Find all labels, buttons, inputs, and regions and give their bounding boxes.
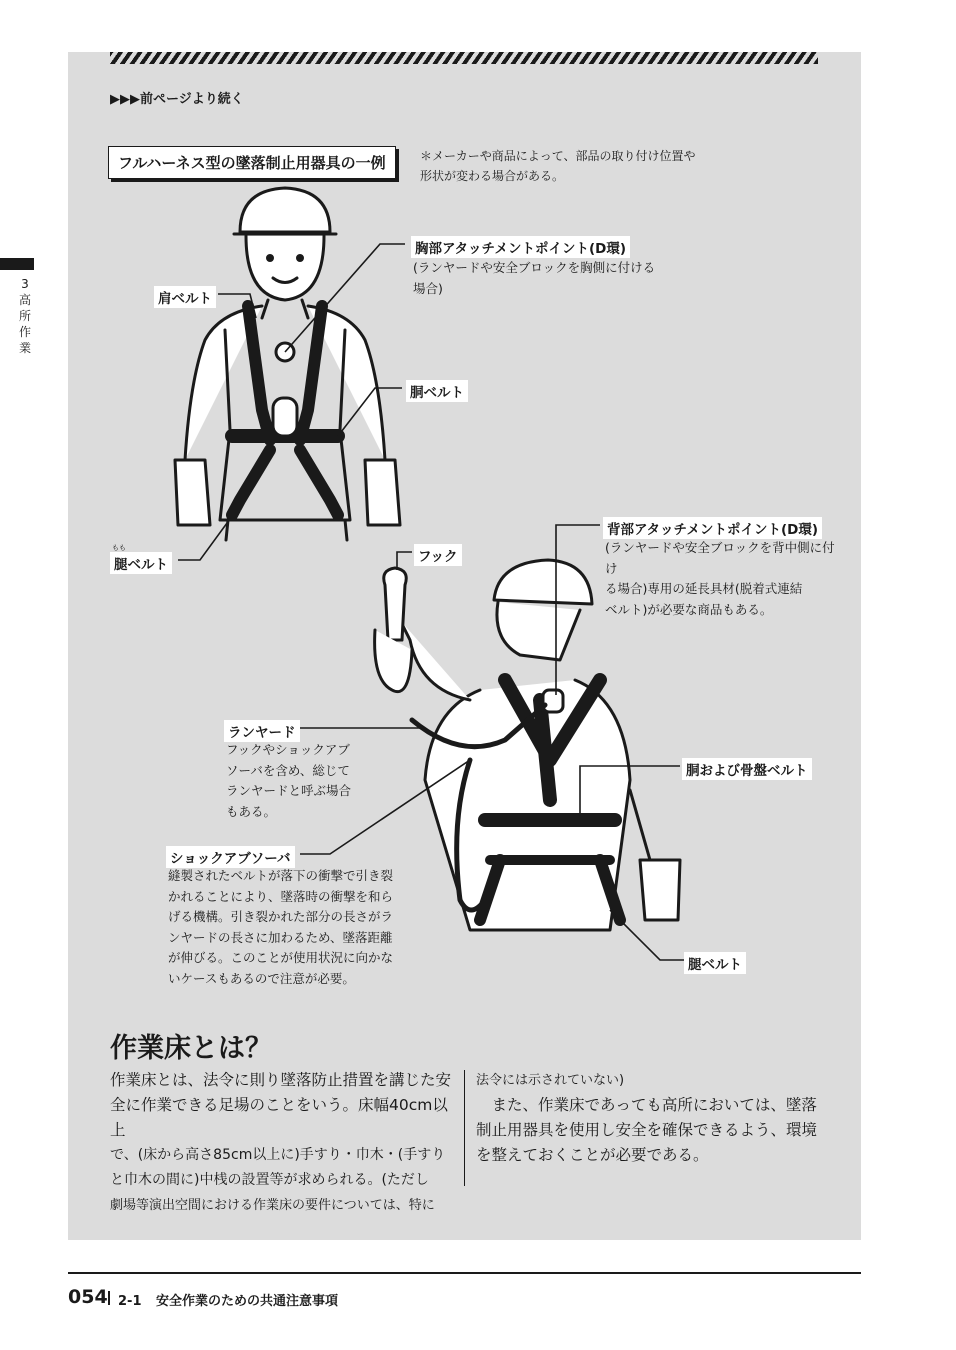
footer-rule (68, 1272, 861, 1274)
label-text: 腿ベルト (114, 557, 168, 573)
desc-line: (ランヤードや安全ブロックを胸側に付ける (413, 260, 656, 275)
desc-line: かれることにより、墜落時の衝撃を和ら (168, 888, 394, 904)
desc-line: ランヤードと呼ぶ場合 (226, 783, 352, 798)
desc-back-attachment (605, 538, 845, 620)
paragraph-line: 全に作業できる足場のことをいう。床幅40cm以上 (110, 1096, 448, 1139)
paragraph-line: 作業床とは、法令に則り墜落防止措置を講じた安 (110, 1071, 452, 1089)
desc-line: ンヤードの長さに加わるため、墜落距離 (168, 929, 393, 945)
ruby: もも (112, 544, 126, 552)
section-right-column (476, 1068, 836, 1168)
footer-title: 安全作業のための共通注意事項 (156, 1294, 339, 1309)
column-divider (464, 1070, 465, 1186)
chapter-title-char: 所 (18, 309, 31, 323)
chapter-number: 3 (21, 277, 29, 291)
desc-line: いケースもあるので注意が必要。 (168, 970, 355, 986)
continued-label: ▶▶▶前ページより続く (110, 92, 244, 107)
footer-separator (108, 1291, 110, 1305)
desc-line: ベルト)が必要な商品もある。 (605, 601, 773, 617)
label-chest-attachment: 胸部アタッチメントポイント(D環) (411, 236, 630, 258)
desc-line: (ランヤードや安全ブロックを背中側に付け (605, 540, 835, 576)
front-figure (175, 188, 400, 540)
desc-line: 場合) (413, 280, 443, 296)
figure-title: フルハーネス型の墜落制止用器具の一例 (108, 146, 396, 179)
label-shock-absorber: ショックアブソーバ (166, 846, 295, 868)
desc-shock-absorber (168, 866, 438, 989)
note-line: 形状が変わる場合がある。 (420, 169, 565, 183)
note-line: ＊メーカーや商品によって、部品の取り付け位置や (420, 149, 696, 163)
label-lanyard: ランヤード (224, 720, 300, 742)
footer-section: 2-1 (118, 1294, 142, 1309)
label-waist-pelvic-belt: 胴および骨盤ベルト (682, 758, 812, 780)
leader-hook (397, 552, 412, 570)
desc-line: フックやショックアブ (226, 742, 350, 757)
label-hook: フック (414, 544, 462, 566)
desc-line: もある。 (226, 803, 277, 819)
paragraph-line: で、(床から高さ85cm以上に)手すり・巾木・(手すり (110, 1147, 446, 1163)
desc-line: る場合)専用の延長具材(脱着式連結 (605, 581, 803, 596)
section-left-column (110, 1068, 460, 1218)
label-thigh-belt-back: 腿ベルト (684, 952, 746, 974)
chapter-title-char: 高 (18, 293, 31, 307)
label-thigh-belt-front (110, 544, 172, 574)
paragraph-line: と巾木の間に)中桟の設置等が求められる。(ただし (110, 1172, 429, 1188)
footer-running-title (118, 1290, 338, 1309)
label-shoulder-belt: 肩ベルト (154, 286, 216, 308)
paragraph-line: を整えておくことが必要である。 (476, 1146, 709, 1164)
paragraph-line: 法令には示されていない) (476, 1073, 625, 1088)
desc-line: げる機構。引き裂かれた部分の長さがラ (168, 909, 394, 924)
paragraph-line: 劇場等演出空間における作業床の要件については、特に (110, 1198, 435, 1213)
chapter-title-char: 業 (18, 341, 31, 355)
label-waist-belt: 胴ベルト (406, 380, 468, 402)
chapter-title-char: 作 (18, 325, 31, 339)
label-back-attachment: 背部アタッチメントポイント(D環) (603, 517, 822, 539)
desc-lanyard (226, 740, 386, 822)
desc-line: ソーバを含め、総じて (226, 762, 350, 778)
page-number: 054 (68, 1286, 108, 1308)
section-heading: 作業床とは？ (110, 1033, 272, 1064)
desc-line: 縫製されたベルトが落下の衝撃で引き裂 (168, 868, 394, 883)
paragraph-line: また、作業床であっても高所においては、墜落 (476, 1096, 817, 1114)
desc-chest-attachment (413, 258, 663, 299)
desc-line: が伸びる。このことが使用状況に向かな (168, 950, 394, 965)
paragraph-line: 制止用器具を使用し安全を確保できるよう、環境 (476, 1121, 818, 1139)
